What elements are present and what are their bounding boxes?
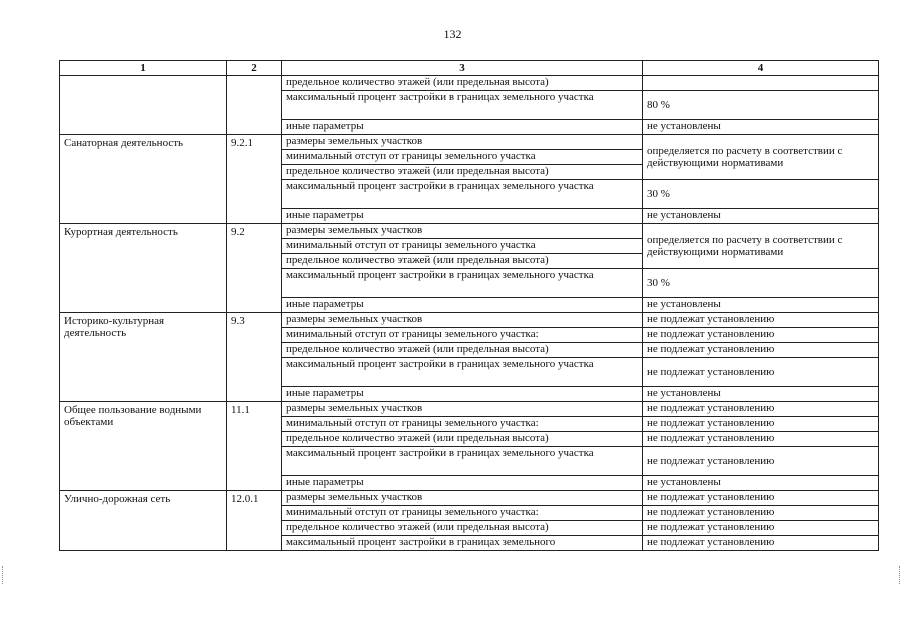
parameter-name: предельное количество этажей (или предельная высота) [282,76,643,91]
land-use-code [227,76,282,135]
parameter-value: не подлежат установлению [643,491,879,506]
header-row [60,61,879,76]
land-use-code: 9.3 [227,313,282,402]
parameter-value: не подлежат установлению [643,358,879,387]
scan-edge-mark-right [899,566,902,584]
parameter-value: 30 % [643,180,879,209]
parameter-name: предельное количество этажей (или предельная высота) [282,165,643,180]
parameter-value: не подлежат установлению [643,417,879,432]
land-use-code: 9.2 [227,224,282,313]
parameter-name: минимальный отступ от границы земельного участка [282,239,643,254]
land-use-name: Санаторная деятельность [60,135,227,224]
parameter-value: определяется по расчету в соответствии с действующими нормативами [643,224,879,269]
parameter-name: предельное количество этажей (или предельная высота) [282,432,643,447]
land-use-parameters-table [59,60,879,551]
table-row [60,135,879,150]
parameter-value: не подлежат установлению [643,313,879,328]
land-use-name: Курортная деятельность [60,224,227,313]
parameter-name: размеры земельных участков [282,491,643,506]
parameter-value: определяется по расчету в соответствии с действующими нормативами [643,135,879,180]
table-row [60,491,879,506]
land-use-code: 9.2.1 [227,135,282,224]
parameter-value: 30 % [643,269,879,298]
parameter-value: не установлены [643,209,879,224]
parameter-name: иные параметры [282,298,643,313]
parameter-name: иные параметры [282,120,643,135]
table-row [60,224,879,239]
parameter-name: минимальный отступ от границы земельного участка: [282,328,643,343]
parameter-name: размеры земельных участков [282,224,643,239]
parameter-name: размеры земельных участков [282,402,643,417]
parameter-name: размеры земельных участков [282,135,643,150]
parameter-name: максимальный процент застройки в границах земельного участка [282,447,643,476]
parameter-value: не подлежат установлению [643,432,879,447]
parameter-name: иные параметры [282,209,643,224]
parameter-name: максимальный процент застройки в границах земельного участка [282,91,643,120]
parameter-name: минимальный отступ от границы земельного участка [282,150,643,165]
parameter-value: не подлежат установлению [643,447,879,476]
parameter-value: не установлены [643,387,879,402]
table-row [60,76,879,91]
column-header-3: 3 [282,61,643,76]
land-use-code: 11.1 [227,402,282,491]
parameter-value: не подлежат установлению [643,536,879,551]
parameter-value: не установлены [643,298,879,313]
parameter-name: предельное количество этажей (или предельная высота) [282,521,643,536]
parameter-name: максимальный процент застройки в границах земельного [282,536,643,551]
parameter-name: минимальный отступ от границы земельного участка: [282,417,643,432]
table-row [60,313,879,328]
parameter-value: не подлежат установлению [643,328,879,343]
parameter-value: не подлежат установлению [643,521,879,536]
parameter-value: не подлежат установлению [643,506,879,521]
parameter-value: не подлежат установлению [643,343,879,358]
parameter-value [643,76,879,91]
parameter-name: минимальный отступ от границы земельного участка: [282,506,643,521]
column-header-4: 4 [643,61,879,76]
land-use-name: Общее пользование водными объектами [60,402,227,491]
parameter-value: не установлены [643,120,879,135]
land-use-name: Улично-дорожная сеть [60,491,227,551]
parameter-value: не установлены [643,476,879,491]
parameter-value: 80 % [643,91,879,120]
column-header-1: 1 [60,61,227,76]
land-use-name: Историко-культурная деятельность [60,313,227,402]
parameter-value: не подлежат установлению [643,402,879,417]
land-use-code: 12.0.1 [227,491,282,551]
land-use-name [60,76,227,135]
parameter-name: максимальный процент застройки в границах земельного участка [282,180,643,209]
parameter-name: размеры земельных участков [282,313,643,328]
parameter-name: иные параметры [282,387,643,402]
parameter-name: предельное количество этажей (или предельная высота) [282,254,643,269]
parameter-name: иные параметры [282,476,643,491]
parameter-name: максимальный процент застройки в границах земельного участка [282,358,643,387]
scan-edge-mark-left [2,566,5,584]
table-row [60,402,879,417]
column-header-2: 2 [227,61,282,76]
parameter-name: максимальный процент застройки в границах земельного участка [282,269,643,298]
page-number: 132 [443,27,462,41]
parameter-name: предельное количество этажей (или предельная высота) [282,343,643,358]
